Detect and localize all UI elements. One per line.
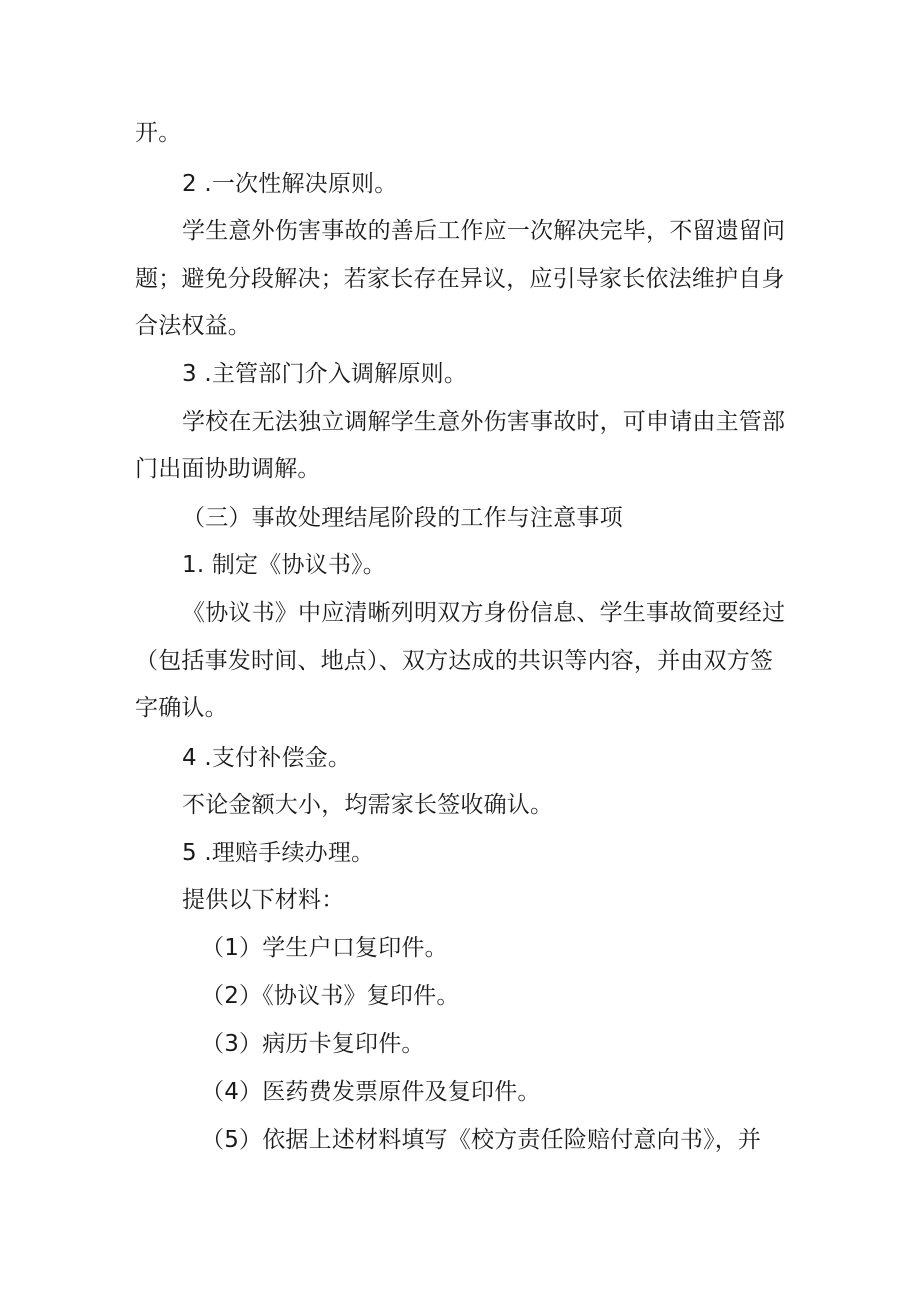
paragraph-line: 合法权益。	[135, 313, 251, 339]
paragraph-continuation: 开。	[135, 120, 182, 146]
principle-heading-2: 2 .一次性解决原则。	[182, 171, 398, 197]
list-item: （4）医药费发票原件及复印件。	[201, 1079, 541, 1105]
paragraph-line: 门出面协助调解。	[135, 456, 321, 482]
item-heading-4: 4 .支付补偿金。	[182, 745, 352, 771]
principle-heading-3: 3 .主管部门介入调解原则。	[182, 361, 468, 387]
list-item: （3）病历卡复印件。	[201, 1031, 425, 1057]
list-item: （2）《协议书》复印件。	[201, 983, 460, 1009]
paragraph-line: 提供以下材料：	[182, 887, 345, 913]
paragraph-line: 学生意外伤害事故的善后工作应一次解决完毕，不留遗留问	[182, 218, 786, 244]
list-item: （5）依据上述材料填写《校方责任险赔付意向书》，并	[201, 1127, 762, 1153]
section-heading: （三）事故处理结尾阶段的工作与注意事项	[182, 505, 623, 531]
paragraph-line: （包括事发时间、地点）、双方达成的共识等内容，并由双方签	[135, 648, 774, 674]
list-item: （1）学生户口复印件。	[201, 935, 448, 961]
paragraph-line: 《协议书》中应清晰列明双方身份信息、学生事故简要经过	[182, 600, 786, 626]
paragraph-line: 题；避免分段解决；若家长存在异议，应引导家长依法维护自身	[135, 266, 785, 292]
paragraph-line: 字确认。	[135, 695, 228, 721]
item-heading-1: 1. 制定《协议书》。	[182, 552, 386, 578]
paragraph-line: 不论金额大小，均需家长签收确认。	[182, 792, 554, 818]
paragraph-line: 学校在无法独立调解学生意外伤害事故时，可申请由主管部	[182, 409, 786, 435]
item-heading-5: 5 .理赔手续办理。	[182, 840, 375, 866]
